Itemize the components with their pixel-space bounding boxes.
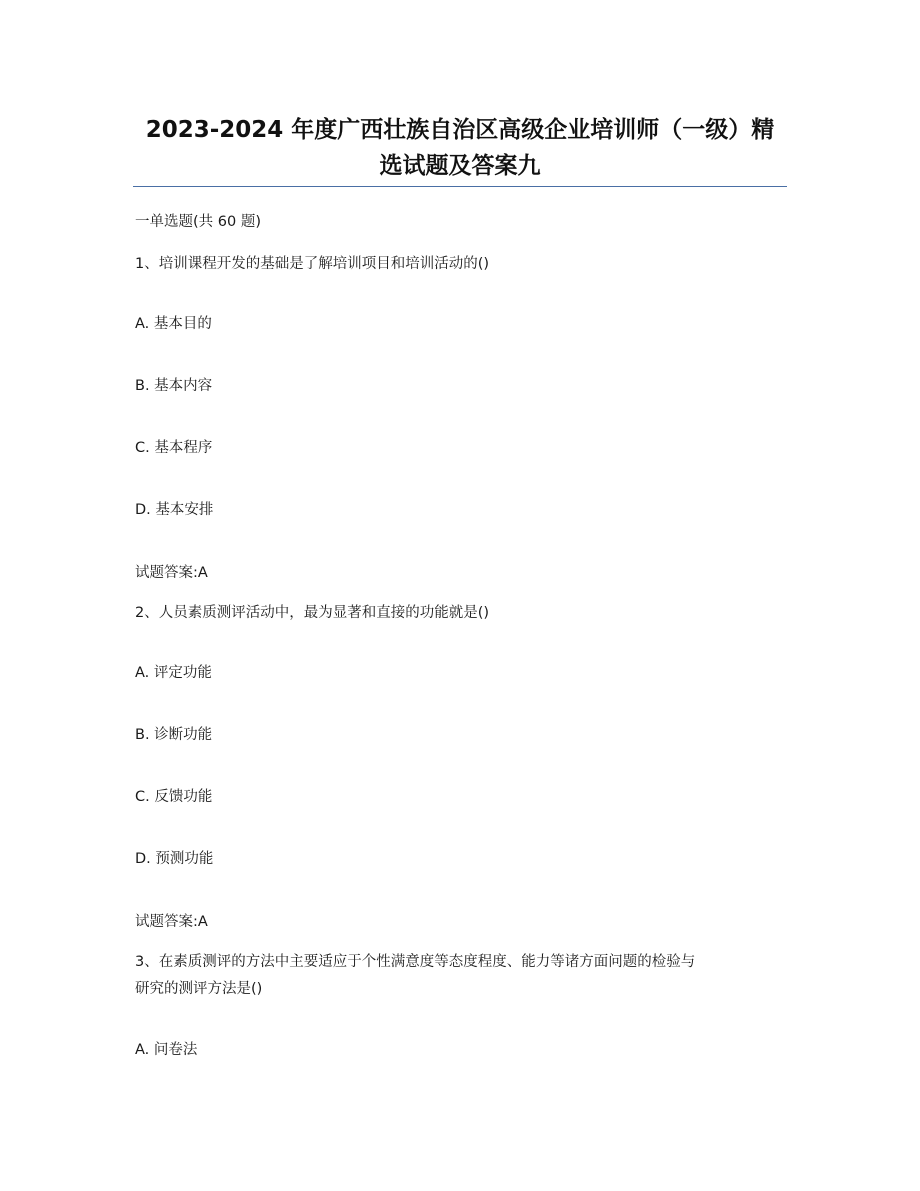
title-line-1: 2023-2024 年度广西壮族自治区高级企业培训师（一级）精 bbox=[145, 117, 775, 143]
title-divider bbox=[133, 186, 787, 187]
question-1-option-b: B. 基本内容 bbox=[135, 378, 213, 394]
question-1-answer: 试题答案:A bbox=[135, 565, 208, 581]
question-3-text-line-2: 研究的测评方法是() bbox=[135, 981, 263, 997]
question-1-option-d: D. 基本安排 bbox=[135, 502, 214, 518]
question-2-option-c: C. 反馈功能 bbox=[135, 789, 213, 805]
question-3-option-a: A. 问卷法 bbox=[135, 1042, 198, 1058]
question-1-option-c: C. 基本程序 bbox=[135, 440, 213, 456]
question-2-answer: 试题答案:A bbox=[135, 914, 208, 930]
document-title bbox=[120, 112, 800, 184]
question-1-option-a: A. 基本目的 bbox=[135, 316, 212, 332]
question-2-option-d: D. 预测功能 bbox=[135, 851, 214, 867]
title-line-2: 选试题及答案九 bbox=[379, 153, 541, 179]
question-2-option-a: A. 评定功能 bbox=[135, 665, 212, 681]
question-2-text: 2、人员素质测评活动中，最为显著和直接的功能就是() bbox=[135, 605, 490, 621]
question-3-text bbox=[135, 949, 785, 1003]
question-3-text-line-1: 3、在素质测评的方法中主要适应于个性满意度等态度程度、能力等诸方面问题的检验与 bbox=[135, 954, 696, 970]
question-2-option-b: B. 诊断功能 bbox=[135, 727, 213, 743]
section-heading: 一单选题(共 60 题) bbox=[135, 214, 261, 230]
question-1-text: 1、培训课程开发的基础是了解培训项目和培训活动的() bbox=[135, 256, 490, 272]
